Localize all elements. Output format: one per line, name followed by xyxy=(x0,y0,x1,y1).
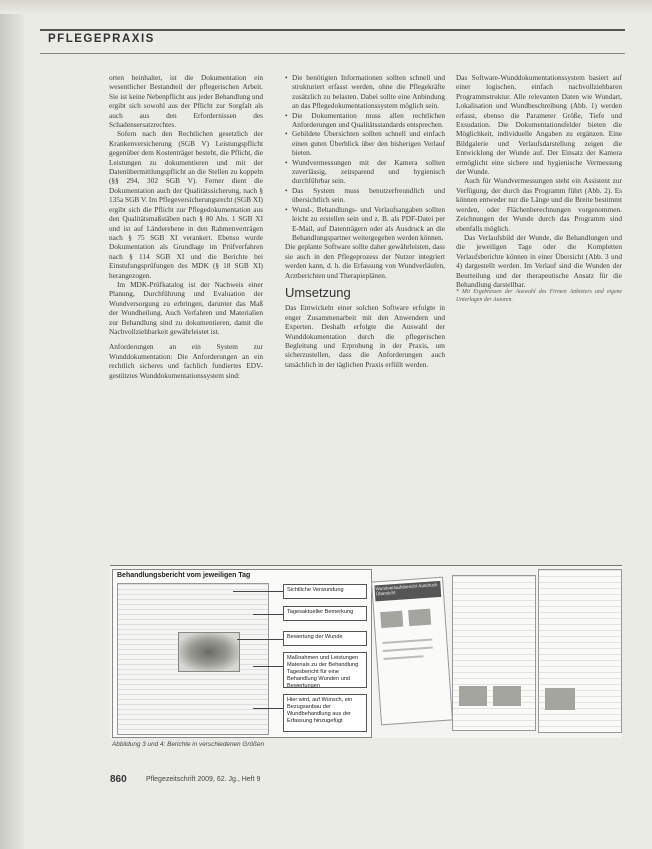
paragraph: Auch für Wundvermessungen steht ein Assistent zur Verfügung, der durch das Programm führt (Abb. 2). Es können entweder nur die Länge und die Breite bestimmt werden, oder Flächenberechnungen vorgenommen. Zeichnungen der Wunde durch das Programm sind ebenfalls möglich. xyxy=(456,176,622,233)
annotation-box: Hier wird, auf Wunsch, ein Bezugsanbau der Wundbehandlung aus der Erfassung hinzugefügt xyxy=(283,694,367,732)
figure-title: Behandlungsbericht vom jeweiligen Tag xyxy=(117,572,251,579)
bullet-item: • Gebildete Übersichten sollten schnell und einfach einen guten Überblick über den bisherigen Verlauf bieten. xyxy=(285,129,445,157)
thumbnail-image xyxy=(545,688,575,710)
journal-source: Pflegezeitschrift 2009, 62. Jg., Heft 9 xyxy=(146,776,261,783)
thumbnail-image xyxy=(408,609,431,626)
bullet-item: • Die benötigten Informationen sollten schnell und strukturiert erfasst werden, ohne die Pflegekräfte zusätzlich zu belasten. Dabei sollte eine Anbindung an das Pflegedokumentationssystem möglich sein. xyxy=(285,73,445,111)
annotation-box: Sichtliche Verwundung xyxy=(283,584,367,599)
section-title: PFLEGEPRAXIS xyxy=(48,33,155,45)
text-column-2 xyxy=(285,73,445,369)
thumbnail-image xyxy=(380,611,403,628)
overlay-label: Wundverlaufsbericht Ausdruck Übersicht xyxy=(374,581,441,602)
connector-line xyxy=(253,614,283,615)
thumbnail-image xyxy=(493,686,521,706)
text-column-3 xyxy=(456,73,622,304)
paragraph: Anforderungen an ein System zur Wunddokumentation: Die Anforderungen an ein rechtlich sicheres und fachlich fundiertes EDV-gestütztes Wunddokumentationssystem sind: xyxy=(109,342,263,380)
bullet-item: • Wundvermessungen mit der Kamera sollten zuverlässig, zeitsparend und hygienisch durchführbar sein. xyxy=(285,158,445,186)
bullet-item: • Die Dokumentation muss allen rechtlichen Anforderungen und Qualitätsstandards entsprechen. xyxy=(285,111,445,130)
paragraph: Sofern nach den Rechtlichen gesetzlich der Krankenversicherung (SGB V) Leistungspflicht gegenüber dem Kostenträger besteht, die Pflicht, die Leistungen zu dokumentieren und mit der Datenübermittlungspflicht an die Stellen zu koppeln (§§ 294, 302 SGB V). Ferner dient die Dokumentation auch der Qualitätssicherung, nach § 135a SGB V. Im Pflegeversicherungsrecht (SGB XI) ergibt sich die Pflicht zur Pflegedokumentation aus den Qualitätsmaßstäben nach § 80 Abs. 1 SGB XI und ist auf Länderebene in den Rahmenverträgen nach § 75 SGB XI verankert. Ebenso wurde Dokumentation als Grundlage im Prüfverfahren nach § 114 SGB XI und die Berichte bei Einstufungsprüfungen des MDK (§ 18 SGB XI) herangezogen. xyxy=(109,129,263,280)
screenshot-report-large xyxy=(538,569,622,733)
annotation-box: Bewertung der Wunde xyxy=(283,631,367,646)
text-line xyxy=(382,639,432,644)
paragraph: Im MDK-Prüfkatalog ist der Nachweis einer Planung, Durchführung und Evaluation der Wundversorgung zu erbringen, darunter das Maß der Wundheilung. Auch Verfahren und Materialien zur Behandlung sind zu dokumentieren, damit die Nachvollziehbarkeit gewährleistet ist. xyxy=(109,279,263,336)
footnote: * Mit Ergebnissen der Auswahl des Firmen Anbieters und eigene Unterlagen der Autoren. xyxy=(456,289,622,303)
subheading: Umsetzung xyxy=(285,284,351,300)
wound-photo xyxy=(178,632,240,672)
text-line xyxy=(383,647,433,652)
report-form-image xyxy=(117,583,269,735)
connector-line xyxy=(237,639,283,640)
paragraph: Das Verlaufsbild der Wunde, die Behandlungen und die jeweiligen Tage oder die Kompletten Verlaufsberichte können in einer Übersicht (Abb. 3 und 4) dargestellt werden. Im Verlauf sind die Wunden der Beurteilung und der therapeutische Ansatz für die Behandlung darstellbar. xyxy=(456,232,622,289)
text-column-1 xyxy=(109,73,263,380)
paragraph: Das Entwickeln einer solchen Software erfolgte in enger Zusammenarbeit mit den Anwendern und Experten. Deshalb erfolgte die Auswahl der Wunddokumentation durch die pflegerischen Begleitung und Erprobung in der Praxis, um sicherzustellen, dass die Anforderungen auch tatsächlich in der täglichen Praxis erfüllt werden. xyxy=(285,303,445,369)
annotation-box: Maßnahmen und Leistungen Materials zu der Behandlung Tagesbericht für eine Behandlung Wunden und Bewertungen xyxy=(283,652,367,688)
page-number: 860 xyxy=(110,774,127,785)
screenshot-annotated-report xyxy=(112,569,372,738)
connector-line xyxy=(233,591,283,592)
text-line xyxy=(383,655,423,660)
bullet-item: • Das System muss benutzerfreundlich und übersichtlich sein. xyxy=(285,186,445,205)
screenshot-report-small xyxy=(371,577,453,726)
paragraph: Das Software-Wunddokumentationssystem basiert auf einer logischen, einfach nachvollziehbaren Programmstruktur. Alle relevanten Daten wie Wundart, Lokalisation und Wundbeschreibung (Abb. 1) werden erfasst, ebenso die Parameter Größe, Tiefe und Exsudation. Die Dokumentationsfelder bieten die Möglichkeit, individuelle Angaben zu ergänzen. Eine Bildgalerie und Verlaufsdarstellung zeigen die Entwicklung der Wunde auf. Der Einsatz der Kamera ermöglicht eine sichere und hygienische Vermessung der Wunde. xyxy=(456,73,622,177)
thumbnail-image xyxy=(459,686,487,706)
paragraph: orten beinhaltet, ist die Dokumentation ein wesentlicher Bestandteil der pflegerischen Arbeit. Sie ist keine Nebenpflicht aus jeder Behandlung und ergibt sich sowohl aus der Pflicht zur Sorgfalt als auch aus den Erfordernissen des Schadensersatzrechtes. xyxy=(109,73,263,130)
paragraph: Die geplante Software sollte daher gewährleisten, dass sie auch in den Pflegeprozess der Nutzer integriert werden kann, d. h. die Erfassung von Wundverläufen, Arztberichten und Therapieplänen. xyxy=(285,242,445,280)
bullet-item: • Wund-, Behandlungs- und Verlaufsangaben sollten leicht zu erstellen sein und z. B. als PDF-Datei per E-Mail, auf Datenträgern oder als Ausdruck an die Behandlungspartner weitergegeben werden können. xyxy=(285,205,445,243)
screenshot-report-medium xyxy=(452,575,536,731)
annotation-box: Tagesaktueller Bemerkung xyxy=(283,606,367,621)
figure-caption: Abbildung 3 und 4: Berichte in verschiedenen Größen xyxy=(112,741,265,748)
connector-line xyxy=(253,708,283,709)
page-shadow xyxy=(0,0,24,849)
connector-line xyxy=(253,666,283,667)
page-shadow-top xyxy=(0,0,652,14)
